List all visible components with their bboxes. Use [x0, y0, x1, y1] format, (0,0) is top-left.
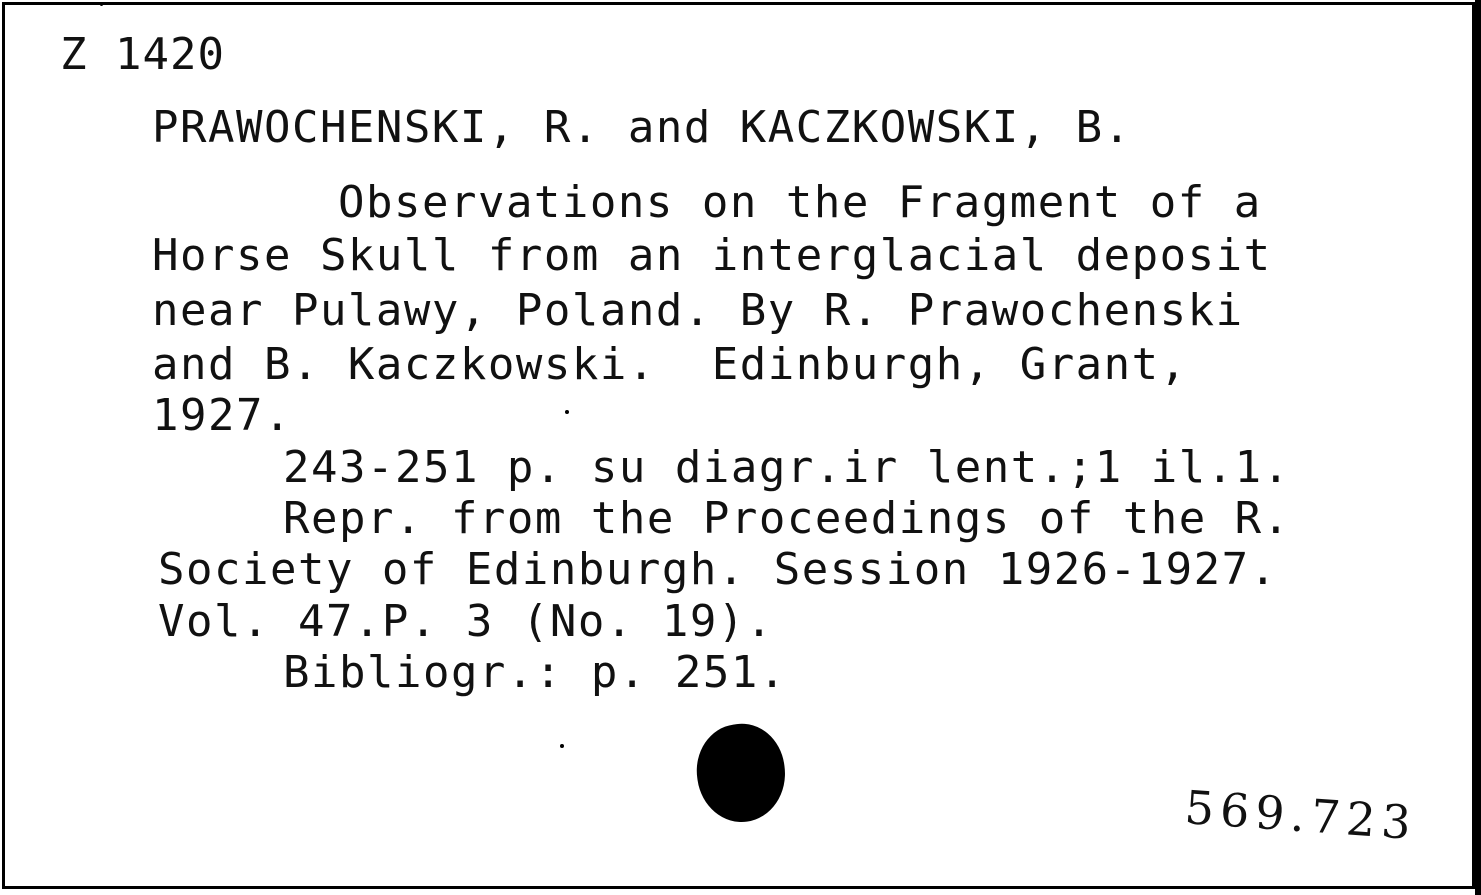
call-number: Z 1420	[60, 29, 225, 80]
note-line-1: Repr. from the Proceedings of the R.	[283, 493, 1291, 544]
classification-number: 569.723	[1183, 780, 1419, 851]
card-edge	[1475, 0, 1481, 895]
collation-line: 243-251 p. su diagr.ir lent.;1 il.1.	[283, 442, 1291, 493]
note-line-2: Society of Edinburgh. Session 1926-1927.	[158, 544, 1278, 595]
title-line-2: Horse Skull from an interglacial deposit	[152, 230, 1272, 281]
ink-speck	[565, 410, 569, 414]
title-line-1: Observations on the Fragment of a	[338, 177, 1262, 228]
imprint-line: and B. Kaczkowski. Edinburgh, Grant,	[152, 339, 1188, 390]
imprint-year: 1927.	[152, 390, 292, 441]
ink-speck	[100, 3, 103, 6]
title-line-3: near Pulawy, Poland. By R. Prawochenski	[152, 285, 1244, 336]
note-line-3: Vol. 47.P. 3 (No. 19).	[158, 596, 774, 647]
ink-speck	[560, 744, 564, 748]
bibliography-note: Bibliogr.: p. 251.	[283, 647, 787, 698]
author-heading: PRAWOCHENSKI, R. and KACZKOWSKI, B.	[152, 102, 1132, 153]
